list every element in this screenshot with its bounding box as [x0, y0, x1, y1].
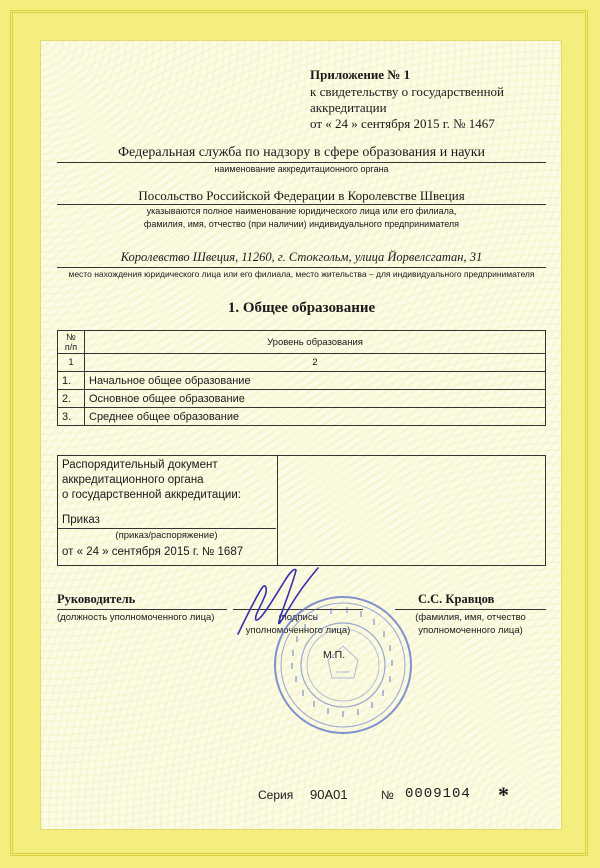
agency-underline — [57, 162, 546, 163]
handwritten-signature — [232, 560, 322, 640]
decree-type-caption: (приказ/распоряжение) — [115, 530, 218, 541]
decree-date: от « 24 » сентября 2015 г. № 1687 — [62, 546, 244, 558]
role-underline — [57, 609, 227, 610]
appendix-date: от « 24 » сентября 2015 г. № 1467 — [310, 116, 495, 131]
organization-caption-2: фамилия, имя, отчество (при наличии) индивидуального предпринимателя — [143, 219, 460, 229]
series-label: Серия — [258, 788, 294, 802]
row-level: Начальное общее образование — [85, 372, 546, 390]
agency-name: Федеральная служба по надзору в сфере образования и науки — [117, 145, 485, 160]
number-label: № — [381, 788, 394, 802]
num-index: 1 — [58, 354, 85, 372]
row-num: 1. — [58, 372, 85, 390]
decree-type-underline — [57, 528, 276, 529]
asterisk-mark: * — [498, 782, 509, 807]
table-row — [58, 408, 546, 426]
address-value: Королевство Швеция, 11260, г. Стокгольм, улица Йорвелсгатан, 31 — [120, 250, 483, 264]
address-underline — [57, 267, 546, 268]
row-num: 2. — [58, 390, 85, 408]
decree-box-divider — [277, 456, 278, 565]
name-caption-2: уполномоченного лица) — [418, 625, 523, 636]
organization-underline — [57, 204, 546, 205]
signature-caption-2: уполномоченного лица) — [245, 625, 351, 636]
table-index-row — [58, 354, 546, 372]
series-value: 90А01 — [310, 787, 348, 802]
decree-line-1: Распорядительный документ — [62, 459, 218, 471]
row-num: 3. — [58, 408, 85, 426]
appendix-title: Приложение № 1 — [310, 67, 411, 82]
table-header-row — [58, 331, 546, 354]
table-row — [58, 390, 546, 408]
education-levels-table — [57, 330, 546, 426]
level-index: 2 — [85, 354, 546, 372]
appendix-line-1: к свидетельству о государственной — [310, 84, 504, 99]
organization-caption-1: указываются полное наименование юридического лица или его филиала, — [146, 206, 457, 216]
decree-line-3: о государственной аккредитации: — [62, 489, 241, 501]
row-level: Основное общее образование — [85, 390, 546, 408]
organization-name: Посольство Российской Федерации в Королевстве Швеция — [138, 188, 465, 203]
signer-role: Руководитель — [57, 592, 136, 606]
address-caption: место нахождения юридического лица или его филиала, место жительства – для индивидуального предпринимателя — [68, 269, 535, 279]
agency-caption: наименование аккредитационного органа — [214, 164, 389, 174]
stamp-label: М.П. — [323, 649, 346, 661]
appendix-line-2: аккредитации — [310, 100, 387, 115]
name-caption-1: (фамилия, имя, отчество — [415, 612, 526, 623]
level-header: Уровень образования — [85, 331, 546, 354]
decree-line-2: аккредитационного органа — [62, 474, 204, 486]
decree-type: Приказ — [62, 514, 100, 526]
table-row — [58, 372, 546, 390]
num-header: № п/п — [58, 331, 85, 354]
serial-number: 0009104 — [405, 786, 471, 802]
section-title: 1. Общее образование — [227, 300, 376, 316]
row-level: Среднее общее образование — [85, 408, 546, 426]
role-caption: (должность уполномоченного лица) — [57, 612, 215, 623]
signature-caption-1: (подпись — [278, 612, 318, 623]
signer-name: С.С. Кравцов — [418, 592, 495, 606]
